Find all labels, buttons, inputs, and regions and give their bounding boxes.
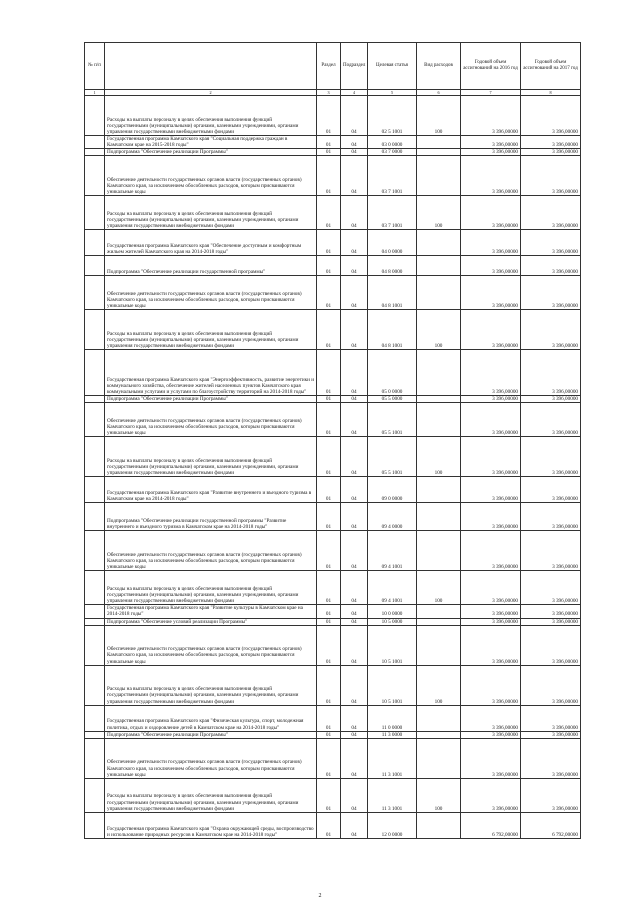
row-name: Государственная программа Камчатского края "Развитие культуры в Камчатском крае на 2014-2018 годы" <box>105 605 317 618</box>
header-2017: Годовой объем ассигнований на 2017 год <box>521 43 581 90</box>
row-expense-type <box>417 618 461 625</box>
table-row <box>85 605 581 618</box>
row-target-article: 11 3 1001 <box>368 778 417 812</box>
row-amount-2016: 3 396,00000 <box>461 738 521 778</box>
row-podrazdel: 04 <box>341 812 368 838</box>
header-expense-type: Вид расходов <box>417 43 461 90</box>
row-amount-2017: 3 396,00000 <box>521 310 581 350</box>
row-expense-type <box>417 350 461 396</box>
row-podrazdel: 04 <box>341 618 368 625</box>
row-target-article: 03 7 0000 <box>368 149 417 156</box>
colnum: 1 <box>85 90 105 96</box>
row-amount-2016: 3 396,00000 <box>461 618 521 625</box>
row-name: Расходы на выплаты персоналу в целях обеспечения выполнения функций государственными (муниципальными) органами, казенными учреждениями, органами управления государственными внебюджетными фондами <box>105 96 317 136</box>
row-razdel: 01 <box>317 96 341 136</box>
row-name: Подпрограмма "Обеспечение условий реализации Программы" <box>105 618 317 625</box>
row-podrazdel: 04 <box>341 738 368 778</box>
table-row <box>85 256 581 276</box>
row-num <box>85 531 105 571</box>
row-podrazdel: 04 <box>341 149 368 156</box>
row-razdel: 01 <box>317 149 341 156</box>
row-target-article: 05 5 1001 <box>368 437 417 477</box>
header-2016: Годовой объем ассигнований на 2016 год <box>461 43 521 90</box>
row-num <box>85 156 105 196</box>
row-expense-type <box>417 503 461 531</box>
row-num <box>85 571 105 605</box>
row-name: Расходы на выплаты персоналу в целях обеспечения выполнения функций государственными (муниципальными) органами, казенными учреждениями, органами управления государственными внебюджетными фондами <box>105 437 317 477</box>
row-expense-type: 100 <box>417 571 461 605</box>
row-target-article: 11 0 0000 <box>368 705 417 731</box>
colnum: 3 <box>317 90 341 96</box>
row-amount-2017: 3 396,00000 <box>521 403 581 437</box>
row-razdel: 01 <box>317 477 341 503</box>
row-amount-2017: 3 396,00000 <box>521 96 581 136</box>
row-num <box>85 256 105 276</box>
row-num <box>85 136 105 149</box>
row-razdel: 01 <box>317 571 341 605</box>
row-num <box>85 437 105 477</box>
row-expense-type <box>417 605 461 618</box>
row-name: Обеспечение деятельности государственных органов власти (государственных органов) Камчатского края, за исключением обособленных расходов, которым присваиваются уникальные коды <box>105 738 317 778</box>
row-amount-2017: 3 396,00000 <box>521 665 581 705</box>
table-row <box>85 625 581 665</box>
row-expense-type: 100 <box>417 310 461 350</box>
row-amount-2016: 3 396,00000 <box>461 230 521 256</box>
row-amount-2017: 3 396,00000 <box>521 571 581 605</box>
table-row <box>85 503 581 531</box>
row-razdel: 01 <box>317 403 341 437</box>
table-row <box>85 437 581 477</box>
row-target-article: 03 0 0000 <box>368 136 417 149</box>
row-target-article: 04 8 1001 <box>368 276 417 310</box>
row-name: Обеспечение деятельности государственных органов власти (государственных органов) Камчатского края, за исключением обособленных расходов, которым присваиваются уникальные коды <box>105 531 317 571</box>
row-razdel: 01 <box>317 605 341 618</box>
row-razdel: 01 <box>317 136 341 149</box>
row-podrazdel: 04 <box>341 437 368 477</box>
row-podrazdel: 04 <box>341 310 368 350</box>
row-target-article: 11 3 1001 <box>368 738 417 778</box>
row-razdel: 01 <box>317 350 341 396</box>
row-podrazdel: 04 <box>341 778 368 812</box>
row-expense-type <box>417 403 461 437</box>
row-name: Государственная программа Камчатского края "Охрана окружающей среды, воспроизводство и использование природных ресурсов в Камчатском крае на 2014-2018 годы" <box>105 812 317 838</box>
row-razdel: 01 <box>317 812 341 838</box>
row-amount-2017: 3 396,00000 <box>521 396 581 403</box>
row-amount-2016: 3 396,00000 <box>461 605 521 618</box>
row-amount-2017: 3 396,00000 <box>521 503 581 531</box>
row-amount-2016: 3 396,00000 <box>461 477 521 503</box>
row-amount-2017: 6 792,00000 <box>521 812 581 838</box>
row-razdel: 01 <box>317 310 341 350</box>
row-amount-2017: 3 396,00000 <box>521 705 581 731</box>
row-name: Государственная программа Камчатского края "Социальная поддержка граждан в Камчатском крае на 2015-2018 годы" <box>105 136 317 149</box>
header-num: № п/п <box>85 43 105 90</box>
row-razdel: 01 <box>317 705 341 731</box>
row-podrazdel: 04 <box>341 350 368 396</box>
row-amount-2016: 6 792,00000 <box>461 812 521 838</box>
row-razdel: 01 <box>317 531 341 571</box>
row-podrazdel: 04 <box>341 503 368 531</box>
row-num <box>85 731 105 738</box>
header-name <box>105 43 317 90</box>
row-num <box>85 503 105 531</box>
row-name: Расходы на выплаты персоналу в целях обеспечения выполнения функций государственными (муниципальными) органами, казенными учреждениями, органами управления государственными внебюджетными фондами <box>105 665 317 705</box>
row-amount-2016: 3 396,00000 <box>461 196 521 230</box>
row-amount-2017: 3 396,00000 <box>521 625 581 665</box>
row-amount-2017: 3 396,00000 <box>521 196 581 230</box>
row-razdel: 01 <box>317 731 341 738</box>
colnum: 4 <box>341 90 368 96</box>
table-row <box>85 396 581 403</box>
row-name: Расходы на выплаты персоналу в целях обеспечения выполнения функций государственными (муниципальными) органами, казенными учреждениями, органами управления государственными внебюджетными фондами <box>105 571 317 605</box>
row-target-article: 05 5 1001 <box>368 403 417 437</box>
row-target-article: 11 3 0000 <box>368 731 417 738</box>
header-razdel: Раздел <box>317 43 341 90</box>
table-row <box>85 149 581 156</box>
row-target-article: 09 4 1001 <box>368 531 417 571</box>
table-row <box>85 403 581 437</box>
row-expense-type: 100 <box>417 437 461 477</box>
colnum: 5 <box>368 90 417 96</box>
row-amount-2016: 3 396,00000 <box>461 156 521 196</box>
budget-table <box>84 42 581 839</box>
row-name: Подпрограмма "Обеспечение реализации Программы" <box>105 149 317 156</box>
row-podrazdel: 04 <box>341 396 368 403</box>
row-num <box>85 396 105 403</box>
row-target-article: 03 7 1001 <box>368 196 417 230</box>
table-row <box>85 156 581 196</box>
table-row <box>85 276 581 310</box>
colnum: 2 <box>105 90 317 96</box>
row-target-article: 09 0 0000 <box>368 477 417 503</box>
row-name: Обеспечение деятельности государственных органов власти (государственных органов) Камчатского края, за исключением обособленных расходов, которым присваиваются уникальные коды <box>105 276 317 310</box>
colnum: 6 <box>417 90 461 96</box>
row-amount-2016: 3 396,00000 <box>461 96 521 136</box>
row-num <box>85 96 105 136</box>
row-razdel: 01 <box>317 437 341 477</box>
row-name: Государственная программа Камчатского края "Развитие внутреннего и въездного туризма в Камчатском крае на 2014-2018 годы" <box>105 477 317 503</box>
row-podrazdel: 04 <box>341 230 368 256</box>
row-num <box>85 738 105 778</box>
row-podrazdel: 04 <box>341 477 368 503</box>
row-expense-type: 100 <box>417 196 461 230</box>
page-number: 2 <box>318 893 322 899</box>
row-name: Подпрограмма "Обеспечение реализации Программы" <box>105 396 317 403</box>
row-num <box>85 350 105 396</box>
row-razdel: 01 <box>317 230 341 256</box>
row-target-article: 10 5 1001 <box>368 625 417 665</box>
row-num <box>85 625 105 665</box>
row-podrazdel: 04 <box>341 276 368 310</box>
row-amount-2016: 3 396,00000 <box>461 437 521 477</box>
row-expense-type <box>417 396 461 403</box>
table-row <box>85 665 581 705</box>
row-expense-type <box>417 531 461 571</box>
row-amount-2017: 3 396,00000 <box>521 149 581 156</box>
row-amount-2017: 3 396,00000 <box>521 738 581 778</box>
row-amount-2016: 3 396,00000 <box>461 571 521 605</box>
table-row <box>85 738 581 778</box>
row-expense-type: 100 <box>417 665 461 705</box>
row-target-article: 04 8 1001 <box>368 310 417 350</box>
row-amount-2016: 3 396,00000 <box>461 705 521 731</box>
row-razdel: 01 <box>317 665 341 705</box>
row-expense-type <box>417 276 461 310</box>
row-amount-2016: 3 396,00000 <box>461 403 521 437</box>
row-target-article: 05 5 0000 <box>368 396 417 403</box>
row-amount-2016: 3 396,00000 <box>461 531 521 571</box>
row-target-article: 12 0 0000 <box>368 812 417 838</box>
row-amount-2017: 3 396,00000 <box>521 437 581 477</box>
row-amount-2016: 3 396,00000 <box>461 256 521 276</box>
row-razdel: 01 <box>317 738 341 778</box>
row-num <box>85 276 105 310</box>
row-podrazdel: 04 <box>341 403 368 437</box>
row-razdel: 01 <box>317 778 341 812</box>
row-num <box>85 618 105 625</box>
table-row <box>85 571 581 605</box>
row-name: Расходы на выплаты персоналу в целях обеспечения выполнения функций государственными (муниципальными) органами, казенными учреждениями, органами управления государственными внебюджетными фондами <box>105 196 317 230</box>
row-num <box>85 310 105 350</box>
row-amount-2017: 3 396,00000 <box>521 230 581 256</box>
row-amount-2017: 3 396,00000 <box>521 256 581 276</box>
row-target-article: 02 5 1001 <box>368 96 417 136</box>
row-podrazdel: 04 <box>341 96 368 136</box>
row-num <box>85 196 105 230</box>
row-amount-2016: 3 396,00000 <box>461 350 521 396</box>
row-target-article: 03 7 1001 <box>368 156 417 196</box>
row-amount-2016: 3 396,00000 <box>461 503 521 531</box>
table-row <box>85 705 581 731</box>
row-name: Расходы на выплаты персоналу в целях обеспечения выполнения функций государственными (муниципальными) органами, казенными учреждениями, органами управления государственными внебюджетными фондами <box>105 778 317 812</box>
row-expense-type <box>417 812 461 838</box>
row-name: Государственная программа Камчатского края "Физическая культура, спорт, молодежная политика, отдых и оздоровление детей в Камчатском крае на 2014-2018 годы" <box>105 705 317 731</box>
row-podrazdel: 04 <box>341 256 368 276</box>
row-amount-2016: 3 396,00000 <box>461 625 521 665</box>
table-row <box>85 731 581 738</box>
row-amount-2017: 3 396,00000 <box>521 276 581 310</box>
row-podrazdel: 04 <box>341 571 368 605</box>
row-target-article: 04 0 0000 <box>368 230 417 256</box>
row-num <box>85 665 105 705</box>
row-razdel: 01 <box>317 625 341 665</box>
row-amount-2017: 3 396,00000 <box>521 156 581 196</box>
row-razdel: 01 <box>317 618 341 625</box>
table-row <box>85 350 581 396</box>
table-row <box>85 310 581 350</box>
row-num <box>85 812 105 838</box>
row-amount-2017: 3 396,00000 <box>521 731 581 738</box>
row-num <box>85 477 105 503</box>
row-amount-2017: 3 396,00000 <box>521 605 581 618</box>
row-podrazdel: 04 <box>341 705 368 731</box>
row-amount-2016: 3 396,00000 <box>461 665 521 705</box>
row-amount-2017: 3 396,00000 <box>521 778 581 812</box>
table-row <box>85 477 581 503</box>
row-name: Государственная программа Камчатского края "Обеспечение доступным и комфортным жильем жителей Камчатского края на 2014-2018 годы" <box>105 230 317 256</box>
row-expense-type <box>417 477 461 503</box>
row-amount-2017: 3 396,00000 <box>521 477 581 503</box>
row-razdel: 01 <box>317 156 341 196</box>
row-amount-2016: 3 396,00000 <box>461 276 521 310</box>
row-expense-type <box>417 136 461 149</box>
row-name: Обеспечение деятельности государственных органов власти (государственных органов) Камчатского края, за исключением обособленных расходов, которым присваиваются уникальные коды <box>105 625 317 665</box>
row-target-article: 04 8 0000 <box>368 256 417 276</box>
row-podrazdel: 04 <box>341 605 368 618</box>
table-row <box>85 96 581 136</box>
row-razdel: 01 <box>317 276 341 310</box>
row-amount-2016: 3 396,00000 <box>461 731 521 738</box>
row-podrazdel: 04 <box>341 156 368 196</box>
row-razdel: 01 <box>317 503 341 531</box>
row-expense-type <box>417 731 461 738</box>
row-name: Обеспечение деятельности государственных органов власти (государственных органов) Камчатского края, за исключением обособленных расходов, которым присваиваются уникальные коды <box>105 156 317 196</box>
row-target-article: 10 0 0000 <box>368 605 417 618</box>
row-target-article: 10 5 1001 <box>368 665 417 705</box>
row-expense-type: 100 <box>417 96 461 136</box>
row-amount-2016: 3 396,00000 <box>461 136 521 149</box>
row-podrazdel: 04 <box>341 136 368 149</box>
row-amount-2016: 3 396,00000 <box>461 149 521 156</box>
row-amount-2017: 3 396,00000 <box>521 618 581 625</box>
table-header-row <box>85 43 581 90</box>
table-row <box>85 230 581 256</box>
row-num <box>85 778 105 812</box>
table-body <box>85 96 581 839</box>
row-name: Обеспечение деятельности государственных органов власти (государственных органов) Камчатского края, за исключением обособленных расходов, которым присваиваются уникальные коды <box>105 403 317 437</box>
row-num <box>85 705 105 731</box>
table-row <box>85 531 581 571</box>
row-razdel: 01 <box>317 396 341 403</box>
row-amount-2017: 3 396,00000 <box>521 136 581 149</box>
row-amount-2016: 3 396,00000 <box>461 778 521 812</box>
row-razdel: 01 <box>317 196 341 230</box>
row-podrazdel: 04 <box>341 731 368 738</box>
row-target-article: 10 5 0000 <box>368 618 417 625</box>
colnum: 7 <box>461 90 521 96</box>
row-num <box>85 605 105 618</box>
table-row <box>85 196 581 230</box>
row-podrazdel: 04 <box>341 531 368 571</box>
row-name: Государственная программа Камчатского края "Энергоэффективность, развитие энергетики и коммунального хозяйства, обеспечение жителей населенных пунктов Камчатского края коммунальными услугами и услугами по благоустройству территорий на 2014-2018 годы" <box>105 350 317 396</box>
colnum: 8 <box>521 90 581 96</box>
header-podrazdel: Подраздел <box>341 43 368 90</box>
row-expense-type <box>417 738 461 778</box>
table-row <box>85 618 581 625</box>
row-amount-2017: 3 396,00000 <box>521 531 581 571</box>
table-row <box>85 778 581 812</box>
table-row <box>85 812 581 838</box>
row-amount-2016: 3 396,00000 <box>461 310 521 350</box>
row-name: Подпрограмма "Обеспечение реализации государственной программы "Развитие внутреннего и въездного туризма в Камчатском крае на 2014-2018 годы" <box>105 503 317 531</box>
row-podrazdel: 04 <box>341 665 368 705</box>
table-row <box>85 136 581 149</box>
row-num <box>85 403 105 437</box>
row-expense-type: 100 <box>417 778 461 812</box>
row-target-article: 09 4 0000 <box>368 503 417 531</box>
row-expense-type <box>417 705 461 731</box>
row-expense-type <box>417 256 461 276</box>
row-name: Подпрограмма "Обеспечение реализации Программы" <box>105 731 317 738</box>
row-podrazdel: 04 <box>341 196 368 230</box>
header-target-article: Целевая статья <box>368 43 417 90</box>
row-razdel: 01 <box>317 256 341 276</box>
row-num <box>85 230 105 256</box>
row-target-article: 09 4 1001 <box>368 571 417 605</box>
row-amount-2016: 3 396,00000 <box>461 396 521 403</box>
row-name: Расходы на выплаты персоналу в целях обеспечения выполнения функций государственными (муниципальными) органами, казенными учреждениями, органами управления государственными внебюджетными фондами <box>105 310 317 350</box>
row-expense-type <box>417 625 461 665</box>
row-expense-type <box>417 156 461 196</box>
row-num <box>85 149 105 156</box>
row-target-article: 05 0 0000 <box>368 350 417 396</box>
row-expense-type <box>417 149 461 156</box>
row-podrazdel: 04 <box>341 625 368 665</box>
row-amount-2017: 3 396,00000 <box>521 350 581 396</box>
row-name: Подпрограмма "Обеспечение реализации государственной программы" <box>105 256 317 276</box>
row-expense-type <box>417 230 461 256</box>
